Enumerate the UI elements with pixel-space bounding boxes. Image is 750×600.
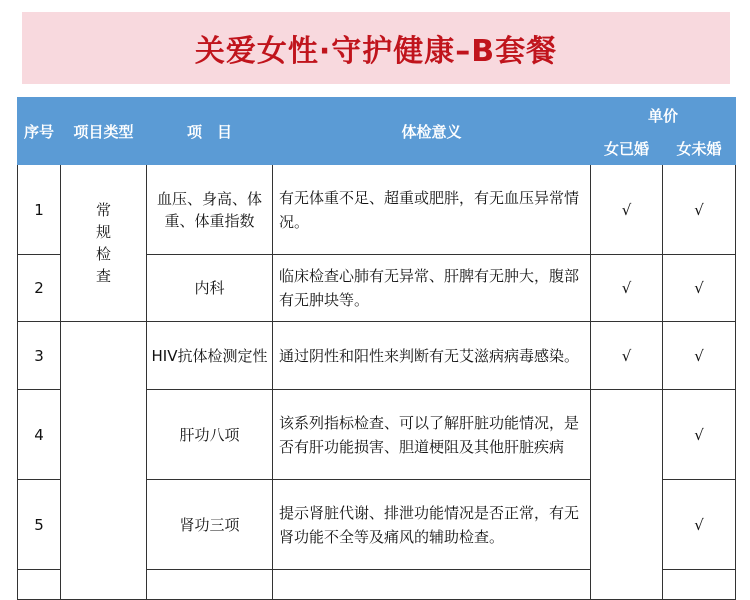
row-significance-partial [273, 570, 591, 600]
row-significance: 该系列指标检查、可以了解肝脏功能情况，是否有肝功能损害、胆道梗阻及其他肝脏疾病 [273, 390, 591, 480]
category-blank [61, 322, 147, 600]
page-title: 关爱女性·守护健康–B套餐 [194, 34, 558, 69]
row-index: 1 [18, 165, 61, 255]
row-married-check: √ [591, 255, 663, 322]
row-item: 内科 [147, 255, 273, 322]
row-unmarried-check: √ [663, 322, 736, 390]
row-index: 2 [18, 255, 61, 322]
row-unmarried-check: √ [663, 165, 736, 255]
row-unmarried-check: √ [663, 255, 736, 322]
row-item: HIV抗体检测定性 [147, 322, 273, 390]
category-char: 检 [95, 245, 111, 263]
row-item: 肝功八项 [147, 390, 273, 480]
header-item: 项 目 [147, 98, 273, 165]
row-unmarried-check: √ [663, 480, 736, 570]
row-item: 肾功三项 [147, 480, 273, 570]
row-unmarried-check: √ [663, 390, 736, 480]
header-price: 单价 [591, 98, 736, 133]
row-significance: 临床检查心肺有无异常、肝脾有无肿大，腹部有无肿块等。 [273, 255, 591, 322]
row-unmarried-partial [663, 570, 736, 600]
header-index: 序号 [18, 98, 61, 165]
row-significance: 通过阴性和阳性来判断有无艾滋病病毒感染。 [273, 322, 591, 390]
row-married-check: √ [591, 322, 663, 390]
table-row [18, 165, 736, 255]
category-char: 规 [95, 223, 111, 241]
table-row [18, 322, 736, 390]
category-routine [61, 165, 147, 322]
header-married: 女已婚 [591, 133, 663, 165]
row-index: 5 [18, 480, 61, 570]
package-table [17, 97, 736, 600]
row-item-partial [147, 570, 273, 600]
category-char: 查 [95, 267, 111, 285]
row-married-blank [591, 390, 663, 600]
row-index-partial [18, 570, 61, 600]
header-significance: 体检意义 [273, 98, 591, 165]
row-item: 血压、身高、体重、体重指数 [147, 165, 273, 255]
title-banner [22, 12, 730, 84]
row-significance: 提示肾脏代谢、排泄功能情况是否正常，有无肾功能不全等及痛风的辅助检查。 [273, 480, 591, 570]
category-char: 常 [95, 201, 111, 219]
row-significance: 有无体重不足、超重或肥胖，有无血压异常情况。 [273, 165, 591, 255]
header-category: 项目类型 [61, 98, 147, 165]
header-row [18, 98, 736, 133]
row-index: 3 [18, 322, 61, 390]
header-unmarried: 女未婚 [663, 133, 736, 165]
row-married-check: √ [591, 165, 663, 255]
row-index: 4 [18, 390, 61, 480]
